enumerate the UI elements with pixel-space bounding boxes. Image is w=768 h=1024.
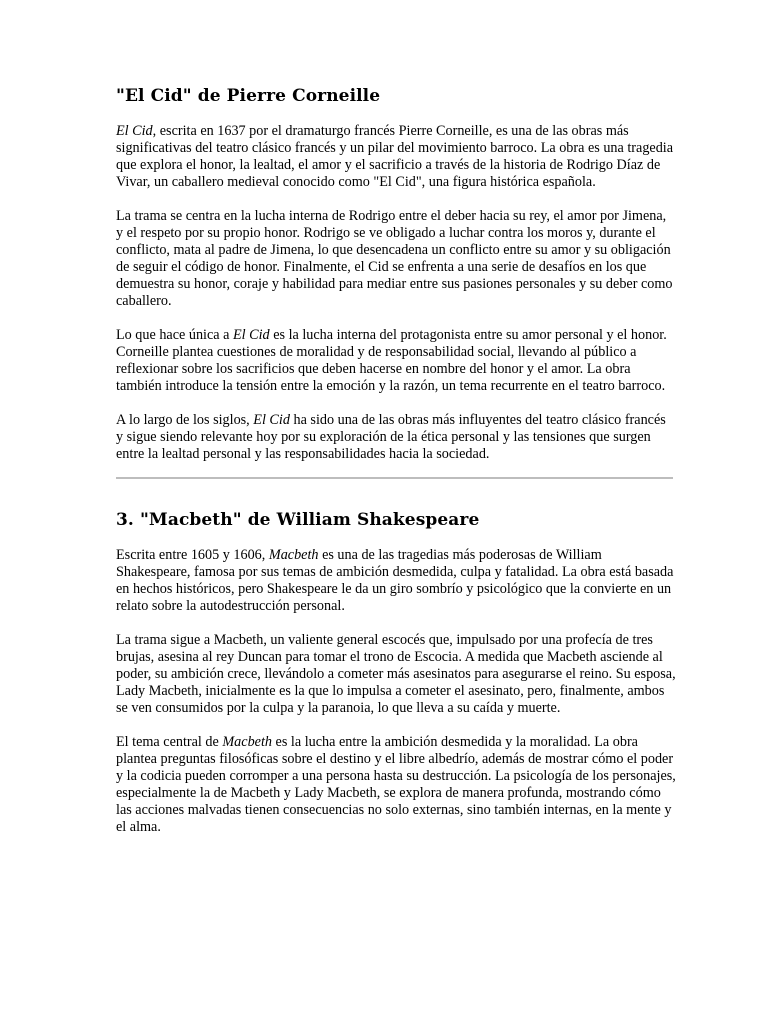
italic-title: Macbeth — [268, 547, 319, 563]
paragraph-el-cid-uniqueness — [116, 327, 676, 395]
italic-title: El Cid — [116, 123, 153, 139]
paragraph-text: ha sido una de las obras más influyentes del teatro clásico francés y sigue siendo relevante hoy por su exploración de la ética personal y las tensiones que surgen entre la lealtad personal y las responsabilidades hacia la sociedad. — [116, 412, 666, 462]
paragraph-text: El tema central de — [116, 734, 223, 750]
paragraph-text: es la lucha entre la ambición desmedida y la moralidad. La obra plantea preguntas filosóficas sobre el destino y el libre albedrío, además de mostrar cómo el poder y la codicia pueden corromper a una persona hasta su destrucción. La psicología de los personajes, especialmente la de Macbeth y Lady Macbeth, se explora de manera profunda, mostrando cómo las acciones malvadas tienen consecuencias no solo externas, sino también internas, en la mente y el alma. — [116, 734, 676, 835]
paragraph-text: es una de las tragedias más poderosas de William Shakespeare, famosa por sus temas de ambición desmedida, culpa y fatalidad. La obra está basada en hechos históricos, pero Shakespeare le da un giro sombrío y psicológico que la convierte en un relato sobre la autodestrucción personal. — [116, 547, 674, 614]
paragraph-macbeth-intro — [116, 547, 676, 615]
paragraph-el-cid-intro — [116, 123, 676, 191]
paragraph-el-cid-legacy — [116, 412, 676, 463]
paragraph-text: Lo que hace única a — [116, 327, 233, 343]
paragraph-macbeth-theme — [116, 734, 676, 836]
paragraph-macbeth-plot: La trama sigue a Macbeth, un valiente general escocés que, impulsado por una profecía de tres brujas, asesina al rey Duncan para tomar el trono de Escocia. A medida que Macbeth asciende al poder, su ambición crece, llevándolo a cometer más asesinatos para asegurarse el reino. Su esposa, Lady Macbeth, inicialmente es la que lo impulsa a cometer el asesinato, pero, finalmente, ambos se ven consumidos por la culpa y la paranoia, lo que lleva a su caída y muerte. — [116, 632, 676, 716]
document-page — [116, 84, 676, 836]
paragraph-text: , escrita en 1637 por el dramaturgo francés Pierre Corneille, es una de las obras más significativas del teatro clásico francés y un pilar del movimiento barroco. La obra es una tragedia que explora el honor, la lealtad, el amor y el sacrificio a través de la historia de Rodrigo Díaz de Vivar, un caballero medieval conocido como "El Cid", una figura histórica española. — [116, 123, 674, 190]
italic-title: Macbeth — [222, 734, 272, 750]
paragraph-text: Escrita entre 1605 y 1606, — [116, 547, 269, 563]
paragraph-text: A lo largo de los siglos, — [116, 412, 254, 428]
italic-title: El Cid — [253, 412, 290, 428]
section-title-el-cid: "El Cid" de Pierre Corneille — [116, 86, 381, 106]
paragraph-text: es la lucha interna del protagonista entre su amor personal y el honor. Corneille plantea cuestiones de moralidad y de responsabilidad social, llevando al público a reflexionar sobre los sacrificios que deben hacerse en nombre del honor y el amor. La obra también introduce la tensión entre la emoción y la razón, un tema recurrente en el teatro barroco. — [116, 327, 667, 394]
paragraph-el-cid-plot: La trama se centra en la lucha interna de Rodrigo entre el deber hacia su rey, el amor por Jimena, y el respeto por su propio honor. Rodrigo se ve obligado a luchar contra los moros y, durante el conflicto, mata al padre de Jimena, lo que desencadena un conflicto entre su amor y su obligación de seguir el código de honor. Finalmente, el Cid se enfrenta a una serie de desafíos en los que demuestra su honor, coraje y habilidad para mediar entre sus pasiones personales y su deber como caballero. — [116, 208, 673, 309]
italic-title: El Cid — [233, 327, 270, 343]
section-title-macbeth: 3. "Macbeth" de William Shakespeare — [116, 510, 480, 530]
